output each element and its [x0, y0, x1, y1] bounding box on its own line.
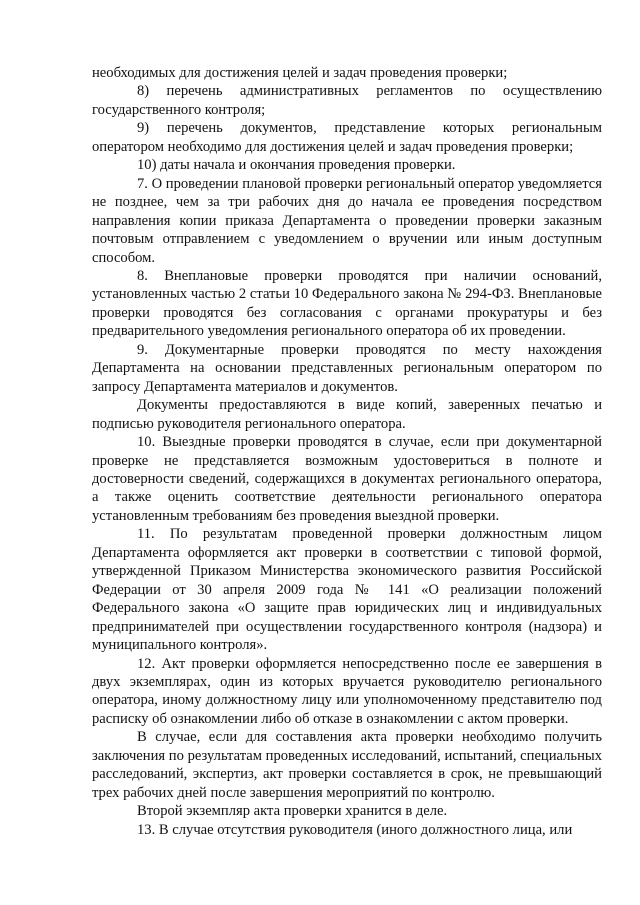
paragraph-list-item-10: 10) даты начала и окончания проведения проверки. — [137, 157, 456, 174]
paragraph-section-10: 10. Выездные проверки проводятся в случае, если при документарной проверке не представляется возможным удостовериться в полноте и достоверности сведений, содержащихся в документах регионального оператора, а также оценить соответствие деятельности регионального оператора установленным требованиям без проведения выездной проверки. — [92, 434, 602, 524]
paragraph-section-12: 12. Акт проверки оформляется непосредственно после ее завершения в двух экземплярах, один из которых вручается руководителю регионального оператора, иному должностному лицу или уполномоченному представителю под расписку об ознакомлении либо об отказе в ознакомлении с актом проверки. — [92, 655, 602, 727]
paragraph-section-8: 8. Внеплановые проверки проводятся при наличии оснований, установленных частью 2 статьи 10 Федерального закона № 294-ФЗ. Внеплановые проверки проводятся без согласования с органами прокуратуры и без предварительного уведомления регионального оператора об их проведении. — [92, 267, 602, 340]
paragraph-continuation: необходимых для достижения целей и задач проведения проверки; — [92, 65, 508, 81]
paragraph-list-item-8: 8) перечень административных регламентов по осуществлению государственного контроля; — [92, 83, 602, 118]
paragraph-section-11: 11. По результатам проведенной проверки должностным лицом Департамента оформляется акт проверки в соответствии с типовой формой, утвержденной Приказом Министерства экономического развития Российской Федерации от 30 апреля 2009 года № 141 «О реализации положений Федерального закона «О защите прав юридических лиц и индивидуальных предпринимателей при осуществлении государственного контроля (надзора) и муниципального контроля». — [92, 526, 602, 654]
paragraph-documents-copies: Документы предоставляются в виде копий, заверенных печатью и подписью руководителя регионального оператора. — [92, 397, 602, 432]
paragraph-list-item-9: 9) перечень документов, представление которых региональным оператором необходимо для достижения целей и задач проведения проверки; — [92, 120, 602, 155]
paragraph-section-7: 7. О проведении плановой проверки региональный оператор уведомляется не позднее, чем за три рабочих дня до начала ее проведения посредством направления копии приказа Департамента о проведении проверки заказным почтовым отправлением с уведомлением о вручении или иным доступным способом. — [92, 175, 602, 266]
document-page — [92, 64, 602, 839]
paragraph-second-copy: Второй экземпляр акта проверки хранится в деле. — [137, 803, 448, 820]
paragraph-expertise-case: В случае, если для составления акта проверки необходимо получить заключения по результатам проведенных исследований, испытаний, специальных расследований, экспертиз, акт проверки составляется в срок, не превышающий трех рабочих дней после завершения мероприятий по контролю. — [92, 729, 602, 801]
paragraph-section-9: 9. Документарные проверки проводятся по месту нахождения Департамента на основании представленных региональным оператором по запросу Департамента материалов и документов. — [92, 341, 602, 395]
paragraph-section-13: 13. В случае отсутствия руководителя (иного должностного лица, или — [137, 821, 573, 838]
